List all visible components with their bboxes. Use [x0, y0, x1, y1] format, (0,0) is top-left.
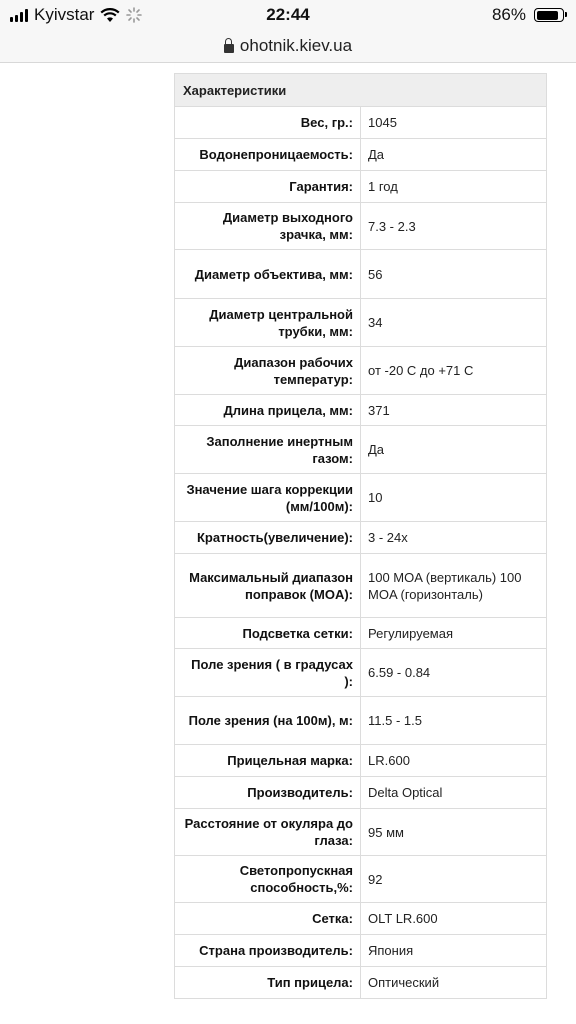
spec-row [175, 697, 547, 745]
spec-value: 95 мм [361, 809, 547, 856]
carrier-label: Kyivstar [34, 5, 95, 24]
spec-row [175, 935, 547, 967]
address-bar[interactable] [0, 30, 576, 63]
spec-row [175, 809, 547, 856]
spec-label: Диаметр центральной трубки, мм: [175, 299, 361, 347]
spec-row [175, 903, 547, 935]
spec-value: 3 - 24x [361, 522, 547, 554]
spec-row [175, 426, 547, 474]
spec-value: 56 [361, 250, 547, 299]
spec-label: Диапазон рабочих температур: [175, 347, 361, 395]
spec-row [175, 203, 547, 250]
spec-label: Длина прицела, мм: [175, 395, 361, 426]
spec-label: Диаметр выходного зрачка, мм: [175, 203, 361, 250]
spec-value: 34 [361, 299, 547, 347]
spec-row [175, 347, 547, 395]
spec-row [175, 395, 547, 426]
spec-value: 11.5 - 1.5 [361, 697, 547, 745]
specs-body [175, 107, 547, 999]
spec-row [175, 139, 547, 171]
spec-label: Светопропускная способность,%: [175, 856, 361, 903]
spec-row [175, 649, 547, 697]
spec-label: Поле зрения ( в градусах ): [175, 649, 361, 697]
spec-value: 100 MOA (вертикаль) 100 MOA (горизонталь) [361, 554, 547, 618]
spec-row [175, 618, 547, 649]
spec-value: 7.3 - 2.3 [361, 203, 547, 250]
spec-row [175, 745, 547, 777]
spec-row [175, 856, 547, 903]
spec-value: 92 [361, 856, 547, 903]
spec-row [175, 777, 547, 809]
spec-value: 371 [361, 395, 547, 426]
spec-value: Да [361, 139, 547, 171]
specs-table [174, 73, 547, 999]
spec-row [175, 522, 547, 554]
spec-row [175, 554, 547, 618]
spec-value: LR.600 [361, 745, 547, 777]
spec-label: Подсветка сетки: [175, 618, 361, 649]
clock: 22:44 [266, 5, 310, 24]
spec-value: Япония [361, 935, 547, 967]
spec-row [175, 107, 547, 139]
spec-label: Максимальный диапазон поправок (MOA): [175, 554, 361, 618]
spec-label: Расстояние от окуляра до глаза: [175, 809, 361, 856]
spec-label: Диаметр объектива, мм: [175, 250, 361, 299]
spec-row [175, 474, 547, 522]
url-text[interactable]: ohotnik.kiev.ua [239, 36, 353, 55]
spec-row [175, 967, 547, 999]
spec-label: Водонепроницаемость: [175, 139, 361, 171]
spec-value: 1045 [361, 107, 547, 139]
spec-value: Оптический [361, 967, 547, 999]
status-bar [0, 0, 576, 30]
spec-row [175, 171, 547, 203]
spec-label: Тип прицела: [175, 967, 361, 999]
status-right [492, 5, 564, 25]
battery-fill [537, 11, 558, 20]
specs-table-container [174, 73, 547, 999]
spec-value: 1 год [361, 171, 547, 203]
spec-label: Гарантия: [175, 171, 361, 203]
spec-value: Регулируемая [361, 618, 547, 649]
spec-row [175, 250, 547, 299]
battery-icon [534, 8, 564, 22]
spec-row [175, 299, 547, 347]
spec-label: Поле зрения (на 100м), м: [175, 697, 361, 745]
spec-label: Вес, гр.: [175, 107, 361, 139]
spec-value: Да [361, 426, 547, 474]
spec-value: Delta Optical [361, 777, 547, 809]
spec-value: от -20 С до +71 С [361, 347, 547, 395]
specs-header-row [175, 74, 547, 107]
spec-label: Прицельная марка: [175, 745, 361, 777]
spec-value: OLT LR.600 [361, 903, 547, 935]
lock-icon [224, 44, 234, 53]
spec-label: Страна производитель: [175, 935, 361, 967]
spec-value: 10 [361, 474, 547, 522]
spec-label: Кратность(увеличение): [175, 522, 361, 554]
specs-header: Характеристики [175, 74, 547, 107]
spec-label: Сетка: [175, 903, 361, 935]
battery-percent: 86% [491, 5, 526, 24]
spec-value: 6.59 - 0.84 [361, 649, 547, 697]
spec-label: Значение шага коррекции (мм/100м): [175, 474, 361, 522]
spec-label: Производитель: [175, 777, 361, 809]
spec-label: Заполнение инертным газом: [175, 426, 361, 474]
